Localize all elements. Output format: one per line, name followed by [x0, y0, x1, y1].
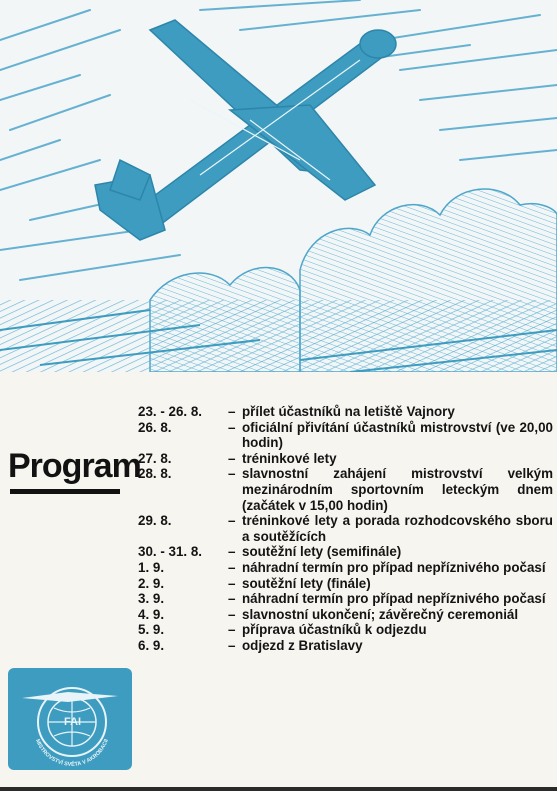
- schedule-list: [138, 404, 553, 654]
- schedule-description: příprava účastníků k odjezdu: [242, 622, 427, 638]
- schedule-row: [138, 622, 553, 638]
- schedule-date: 29. 8.: [138, 513, 172, 529]
- schedule-row: [138, 638, 553, 654]
- schedule-date: 30. - 31. 8.: [138, 544, 203, 560]
- schedule-dash: –: [228, 622, 236, 638]
- schedule-date: 2. 9.: [138, 575, 165, 591]
- schedule-row: [138, 451, 553, 467]
- schedule-row: [138, 420, 553, 451]
- schedule-row: [138, 404, 553, 420]
- schedule-dash: –: [228, 544, 236, 560]
- airplane-illustration: [0, 0, 557, 372]
- schedule-dash: –: [228, 466, 236, 482]
- bottom-rule: [0, 787, 557, 791]
- schedule-row: [138, 607, 553, 623]
- schedule-row: [138, 544, 553, 560]
- schedule-description: tréninkové lety: [242, 450, 337, 466]
- schedule-description: tréninkové lety a porada rozhodcovského sboru a soutěžících: [242, 513, 553, 544]
- schedule-row: [138, 576, 553, 592]
- schedule-row: [138, 560, 553, 576]
- schedule-dash: –: [228, 404, 236, 419]
- schedule-description: oficiální přivítání účastníků mistrovství (ve 20,00 hodin): [242, 419, 553, 451]
- schedule-date: 28. 8.: [138, 466, 172, 482]
- schedule-date: 5. 9.: [138, 622, 165, 638]
- schedule-dash: –: [228, 606, 236, 622]
- schedule-description: odjezd z Bratislavy: [242, 637, 363, 653]
- championship-emblem: [8, 668, 132, 770]
- schedule-date: 6. 9.: [138, 637, 165, 653]
- schedule-description: soutěžní lety (semifinále): [242, 544, 402, 560]
- emblem-center-text: FAI: [64, 716, 82, 728]
- program-title: Program: [8, 447, 141, 485]
- schedule-row: [138, 466, 553, 513]
- schedule-date: 26. 8.: [138, 419, 172, 435]
- schedule-row: [138, 513, 553, 544]
- schedule-dash: –: [228, 559, 236, 575]
- schedule-description: slavnostní ukončení; závěrečný ceremoniál: [242, 606, 519, 622]
- emblem-ring-text: MISTROVSTVÍ SVĚTA V AKROBACII: [34, 738, 110, 768]
- schedule-dash: –: [228, 637, 236, 653]
- schedule-date: 4. 9.: [138, 606, 165, 622]
- schedule-description: přílet účastníků na letiště Vajnory: [242, 404, 455, 419]
- schedule-row: [138, 591, 553, 607]
- schedule-dash: –: [228, 450, 236, 466]
- schedule-date: 1. 9.: [138, 559, 165, 575]
- title-underline: [10, 489, 120, 494]
- schedule-description: náhradní termín pro případ nepříznivého počasí: [242, 559, 546, 575]
- schedule-description: soutěžní lety (finále): [242, 575, 371, 591]
- schedule-description: slavnostní zahájení mistrovství velkým mezinárodním sportovním leteckým dnem (začátek v 15,00 hodin): [242, 466, 553, 513]
- schedule-date: 27. 8.: [138, 450, 172, 466]
- schedule-dash: –: [228, 513, 236, 529]
- schedule-date: 23. - 26. 8.: [138, 404, 203, 419]
- schedule-dash: –: [228, 419, 236, 435]
- schedule-dash: –: [228, 591, 236, 607]
- schedule-description: náhradní termín pro případ nepříznivého počasí: [242, 591, 546, 607]
- schedule-date: 3. 9.: [138, 591, 165, 607]
- schedule-dash: –: [228, 575, 236, 591]
